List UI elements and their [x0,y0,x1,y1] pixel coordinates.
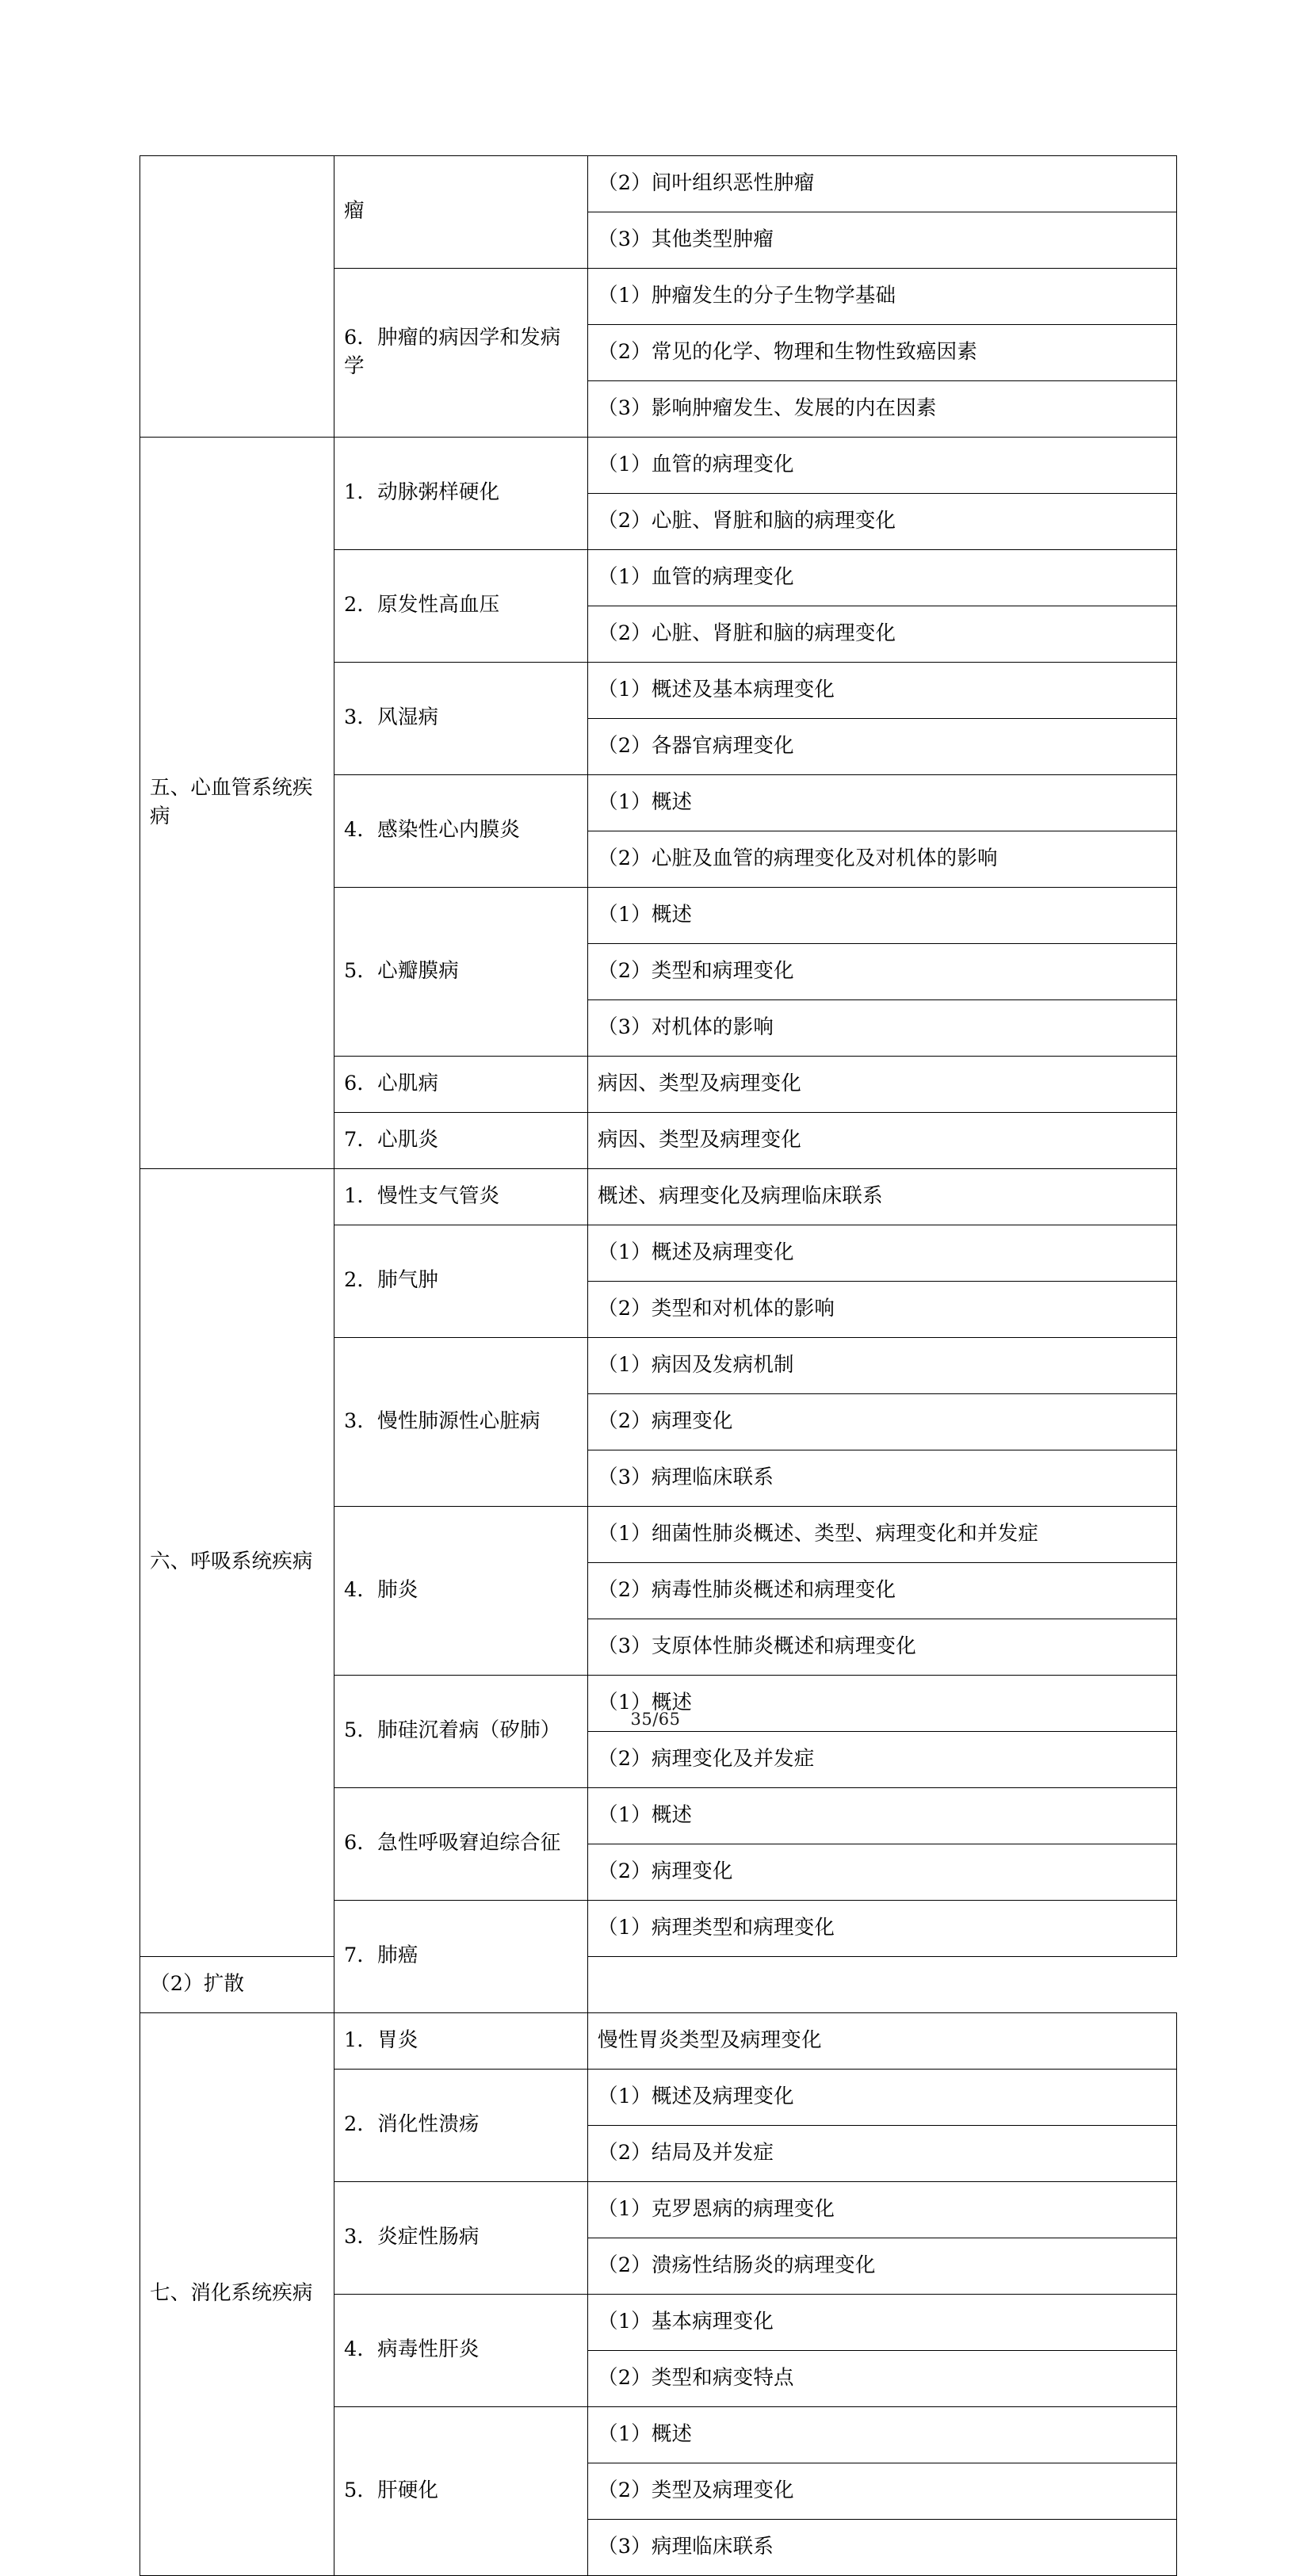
category-cell: 五、心血管系统疾病 [140,438,334,1169]
detail-cell: （3）对机体的影响 [588,1000,1177,1057]
detail-cell: （2）心脏及血管的病理变化及对机体的影响 [588,831,1177,888]
detail-cell: （2）病理变化 [588,1394,1177,1450]
detail-cell: （1）克罗恩病的病理变化 [588,2182,1177,2238]
detail-cell: （2）病理变化 [588,1844,1177,1901]
detail-cell: （2）心脏、肾脏和脑的病理变化 [588,494,1177,550]
detail-cell: 概述、病理变化及病理临床联系 [588,1169,1177,1225]
page-number-footer: 35/65 [630,1710,681,1729]
category-cell: 七、消化系统疾病 [140,2013,334,2576]
syllabus-table [140,155,1177,2576]
detail-cell: （2）类型和病变特点 [588,2351,1177,2407]
detail-cell: （3）病理临床联系 [588,2520,1177,2576]
detail-cell: （1）概述 [588,775,1177,831]
topic-cell: 3．慢性肺源性心脏病 [334,1338,588,1507]
table-row [140,2013,1177,2070]
table-row [140,438,1177,494]
detail-cell: （2）病理变化及并发症 [588,1732,1177,1788]
detail-cell: 病因、类型及病理变化 [588,1113,1177,1169]
topic-cell: 1．动脉粥样硬化 [334,438,588,550]
table-row [140,1957,1177,2013]
detail-cell: （1）病因及发病机制 [588,1338,1177,1394]
detail-cell: （2）病毒性肺炎概述和病理变化 [588,1563,1177,1619]
detail-cell: （2）溃疡性结肠炎的病理变化 [588,2238,1177,2295]
topic-cell: 4．病毒性肝炎 [334,2295,588,2407]
detail-cell: （1）概述及基本病理变化 [588,663,1177,719]
topic-cell: 2．肺气肿 [334,1225,588,1338]
topic-cell: 6．急性呼吸窘迫综合征 [334,1788,588,1901]
detail-cell: （1）概述 [588,888,1177,944]
detail-cell: （1）血管的病理变化 [588,438,1177,494]
detail-cell: （1）肿瘤发生的分子生物学基础 [588,269,1177,325]
detail-cell: （2）结局及并发症 [588,2126,1177,2182]
detail-cell: 慢性胃炎类型及病理变化 [588,2013,1177,2070]
detail-cell: （1）概述及病理变化 [588,2070,1177,2126]
topic-cell: 1．胃炎 [334,2013,588,2070]
detail-cell: （1）概述 [588,1676,1177,1732]
topic-cell: 7．肺癌 [334,1901,588,2013]
detail-cell: （2）间叶组织恶性肿瘤 [588,156,1177,212]
detail-cell: （1）血管的病理变化 [588,550,1177,606]
detail-cell: （1）基本病理变化 [588,2295,1177,2351]
topic-cell: 4．感染性心内膜炎 [334,775,588,888]
category-cell [140,156,334,438]
detail-cell: （2）常见的化学、物理和生物性致癌因素 [588,325,1177,381]
topic-cell: 3．风湿病 [334,663,588,775]
category-cell: 六、呼吸系统疾病 [140,1169,334,1957]
topic-cell: 4．肺炎 [334,1507,588,1676]
detail-cell: （3）支原体性肺炎概述和病理变化 [588,1619,1177,1676]
detail-cell: （2）类型及病理变化 [588,2463,1177,2520]
topic-cell: 5．肺硅沉着病（矽肺） [334,1676,588,1788]
topic-cell: 瘤 [334,156,588,269]
topic-cell: 6．心肌病 [334,1057,588,1113]
detail-cell: （1）病理类型和病理变化 [588,1901,1177,1957]
detail-cell: （1）概述及病理变化 [588,1225,1177,1282]
topic-cell: 6．肿瘤的病因学和发病学 [334,269,588,438]
topic-cell: 7．心肌炎 [334,1113,588,1169]
detail-cell: （3）其他类型肿瘤 [588,212,1177,269]
topic-cell: 1．慢性支气管炎 [334,1169,588,1225]
topic-cell: 5．肝硬化 [334,2407,588,2576]
topic-cell: 2．消化性溃疡 [334,2070,588,2182]
table-row [140,156,1177,212]
topic-cell: 2．原发性高血压 [334,550,588,663]
detail-cell: （2）类型和病理变化 [588,944,1177,1000]
detail-cell: （1）概述 [588,2407,1177,2463]
detail-cell: 病因、类型及病理变化 [588,1057,1177,1113]
detail-cell: （2）扩散 [140,1957,334,2013]
detail-cell: （3）病理临床联系 [588,1450,1177,1507]
detail-cell: （1）细菌性肺炎概述、类型、病理变化和并发症 [588,1507,1177,1563]
table-row [140,1169,1177,1225]
detail-cell: （2）各器官病理变化 [588,719,1177,775]
topic-cell: 3．炎症性肠病 [334,2182,588,2295]
detail-cell: （2）心脏、肾脏和脑的病理变化 [588,606,1177,663]
detail-cell: （3）影响肿瘤发生、发展的内在因素 [588,381,1177,438]
detail-cell: （2）类型和对机体的影响 [588,1282,1177,1338]
topic-cell: 5．心瓣膜病 [334,888,588,1057]
syllabus-table-body [140,156,1177,2576]
detail-cell: （1）概述 [588,1788,1177,1844]
